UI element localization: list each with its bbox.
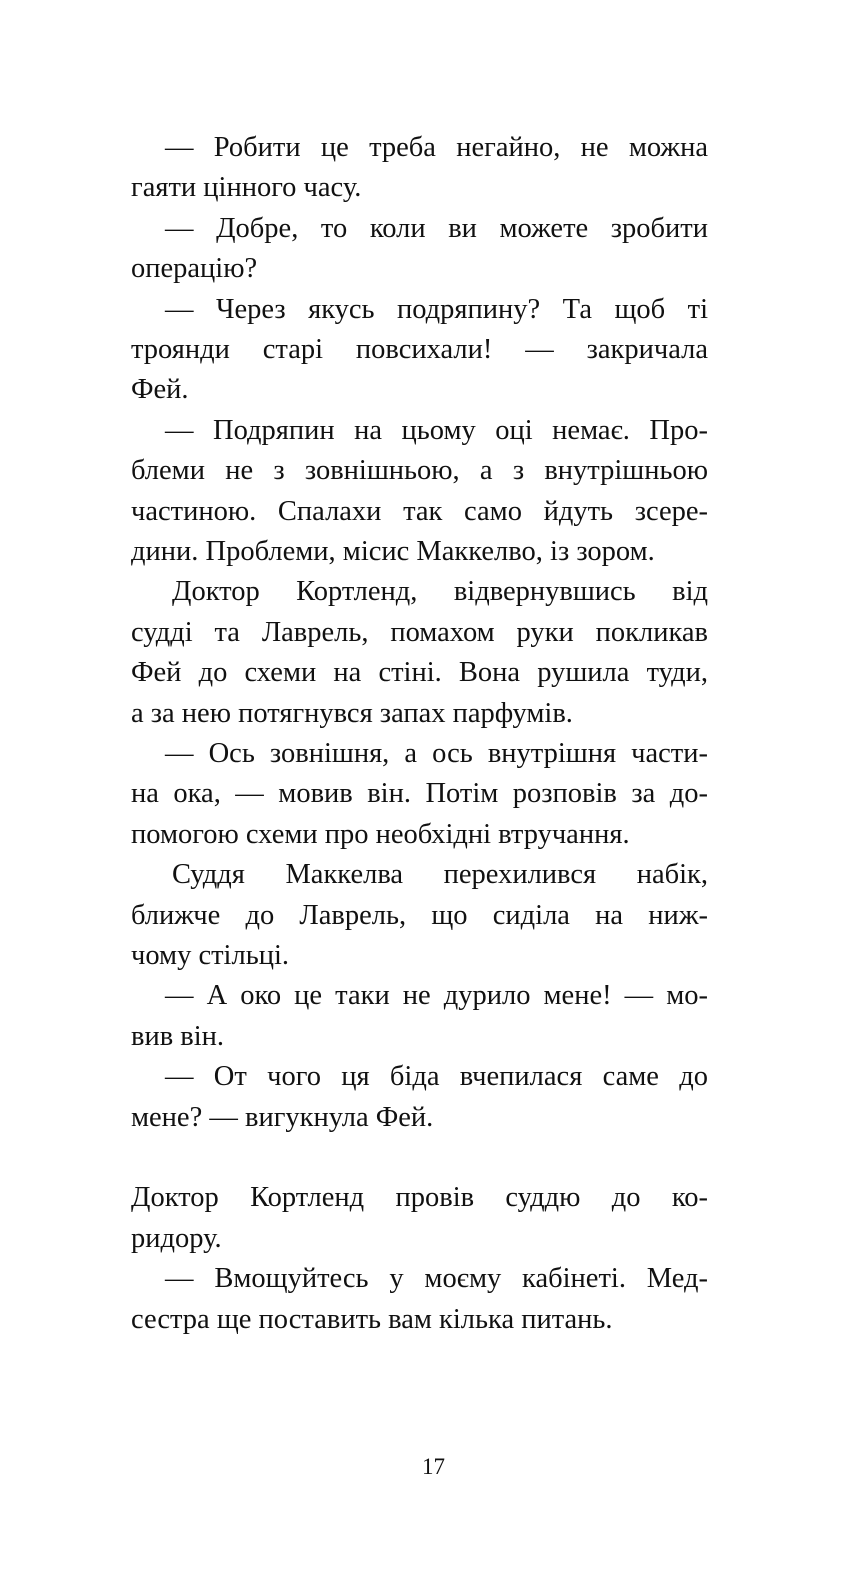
text-line: — Добре, то коли ви можете зробити (165, 212, 708, 244)
text-line: на ока, — мовив він. Потім розповів за до- (131, 778, 708, 810)
text-line: сестра ще поставить вам кілька питань. (131, 1303, 613, 1335)
text-line: дини. Проблеми, місис Маккелво, із зором. (131, 536, 655, 567)
text-line: — От чого ця біда вчепилася саме до (165, 1061, 708, 1093)
text-line: Фей до схеми на стіні. Вона рушила туди, (131, 657, 708, 689)
text-line: — Подряпин на цьому оці немає. Про- (165, 414, 708, 446)
text-line: Фей. (131, 374, 189, 406)
text-line: операцію? (131, 253, 258, 285)
text-line: ближче до Лаврель, що сиділа на ниж- (131, 899, 708, 931)
text-line: — Робити це треба негайно, не можна (165, 132, 708, 163)
text-line: чому стільці. (131, 940, 289, 971)
text-line: Доктор Кортленд, відвернувшись від (172, 576, 708, 608)
text-line: — Вмощуйтесь у моєму кабінеті. Мед- (165, 1263, 708, 1295)
text-line: троянди старі повсихали! — закричала (131, 334, 708, 365)
text-line: Доктор Кортленд провів суддю до ко- (131, 1182, 708, 1214)
page-number: 17 (422, 1454, 445, 1479)
text-line: гаяти цінного часу. (131, 172, 362, 204)
text-line: — Через якусь подряпину? Та щоб ті (165, 293, 708, 325)
text-line: мене? — вигукнула Фей. (131, 1101, 434, 1133)
text-line: ридору. (131, 1222, 222, 1254)
text-line: вив він. (131, 1020, 225, 1052)
text-line: Суддя Маккелва перехилився набік, (172, 859, 708, 891)
text-line: частиною. Спалахи так само йдуть зсере- (131, 495, 708, 527)
text-line: помогою схеми про необхідні втручання. (131, 818, 630, 850)
text-line: — Ось зовнішня, а ось внутрішня части- (165, 738, 708, 769)
text-line: судді та Лаврель, помахом руки покликав (131, 616, 708, 648)
text-line: блеми не з зовнішньою, а з внутрішньою (131, 455, 708, 487)
text-line: — А око це таки не дурило мене! — мо- (165, 980, 708, 1012)
text-line: а за нею потягнувся запах парфумів. (131, 697, 573, 729)
